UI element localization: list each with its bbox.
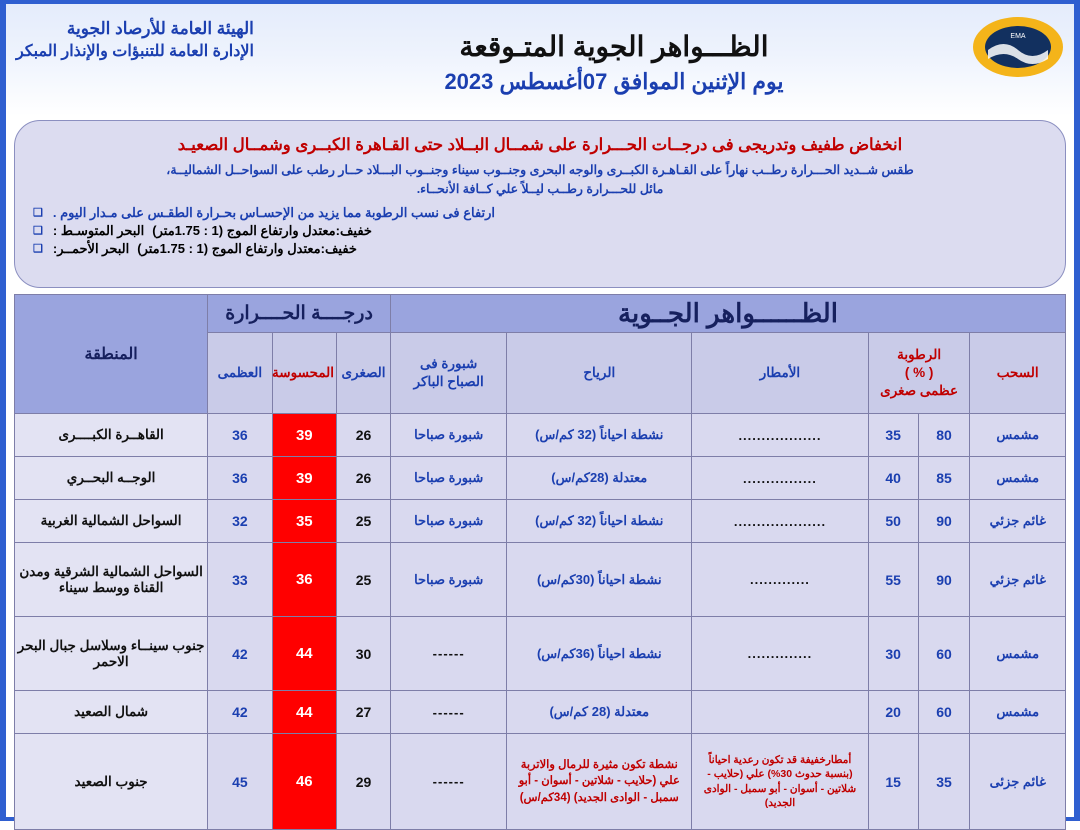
cell-rain: ............. — [692, 543, 869, 617]
cell-region: شمال الصعيد — [15, 691, 208, 734]
cell-cloud: مشمس — [970, 414, 1066, 457]
cell-humidity-min: 60 — [918, 691, 970, 734]
cell-humidity-min: 35 — [918, 734, 970, 830]
cell-humidity-max: 20 — [868, 691, 918, 734]
cell-temp-felt: 44 — [272, 691, 336, 734]
page-header — [6, 4, 1074, 116]
org-department: الإدارة العامة للتنبؤات والإنذار المبكر — [16, 42, 254, 60]
cell-temp-felt: 36 — [272, 543, 336, 617]
cell-cloud: غائم جزئى — [970, 734, 1066, 830]
cell-region: القاهــرة الكبــــرى — [15, 414, 208, 457]
cell-fog: شبورة صباحا — [390, 414, 506, 457]
col-humidity-l1: الرطوبة — [897, 346, 942, 362]
cell-temp-felt: 46 — [272, 734, 336, 830]
cell-temp-felt: 35 — [272, 500, 336, 543]
cell-temp-felt: 44 — [272, 617, 336, 691]
forecast-date: يوم الإثنين الموافق 07أغسطس 2023 — [444, 69, 784, 94]
cell-temp-max: 45 — [208, 734, 272, 830]
cell-wind: معتدلة (28كم/س) — [507, 457, 692, 500]
cell-humidity-min: 90 — [918, 500, 970, 543]
cell-temp-min: 29 — [337, 734, 391, 830]
table-row — [15, 543, 1066, 617]
cell-humidity-max: 40 — [868, 457, 918, 500]
cell-humidity-max: 50 — [868, 500, 918, 543]
cell-wind: نشطة احياناً (36كم/س) — [507, 617, 692, 691]
cell-region: جنوب الصعيد — [15, 734, 208, 830]
cell-cloud: مشمس — [970, 691, 1066, 734]
cell-temp-max: 36 — [208, 414, 272, 457]
table-row — [15, 414, 1066, 457]
cell-temp-min: 26 — [337, 457, 391, 500]
col-humidity-l2: ( % ) — [904, 364, 934, 380]
cell-temp-max: 42 — [208, 691, 272, 734]
cell-wind: نشطة احياناً (32 كم/س) — [507, 414, 692, 457]
col-fog-l2: الصباح الباكر — [413, 374, 484, 389]
cell-fog: شبورة صباحا — [390, 457, 506, 500]
cell-cloud: غائم جزئي — [970, 543, 1066, 617]
summary-subline-2: مائل للحـــرارة رطــب ليــلاً علي كــافة الأنحــاء. — [416, 181, 664, 196]
table-row — [15, 457, 1066, 500]
cell-fog: ------ — [390, 734, 506, 830]
summary-panel — [14, 120, 1066, 288]
cell-temp-min: 30 — [337, 617, 391, 691]
cell-humidity-max: 15 — [868, 734, 918, 830]
col-wind: الرياح — [507, 333, 692, 414]
bullet-mediterranean-label: البحر المتوسـط : — [52, 222, 145, 238]
bullet-mediterranean-text: خفيف:معتدل وارتفاع الموج (1 : 1.75متر) — [152, 222, 372, 238]
cell-rain — [692, 691, 869, 734]
svg-text:EMA: EMA — [1010, 33, 1026, 40]
table-row — [15, 734, 1066, 830]
cell-humidity-max: 30 — [868, 617, 918, 691]
col-fog-l1: شبورة فى — [419, 355, 478, 371]
cell-temp-max: 36 — [208, 457, 272, 500]
forecast-table — [14, 294, 1066, 830]
col-temp-felt: المحسوسة — [272, 333, 336, 414]
cell-wind: نشطة تكون مثيرة للرمال والاتربة علي (حلايب - شلاتين - أسوان - أبو سمبل - الوادى الجديد) (34كم/س) — [507, 734, 692, 830]
cell-rain: .................. — [692, 414, 869, 457]
cell-temp-min: 26 — [337, 414, 391, 457]
cell-region: السواحل الشمالية الشرقية ومدن القناة ووسط سيناء — [15, 543, 208, 617]
summary-headline: انخفاض طفيف وتدريجى فى درجــات الحـــرارة على شمــال البــلاد حتى القـاهرة الكبــرى وشمــال الصعيـد — [177, 136, 903, 154]
cell-wind: معتدلة (28 كم/س) — [507, 691, 692, 734]
cell-humidity-min: 80 — [918, 414, 970, 457]
col-temp-min: الصغرى — [337, 333, 391, 414]
bullet-redsea-text: خفيف:معتدل وارتفاع الموج (1 : 1.75متر) — [137, 240, 357, 256]
org-name: الهيئة العامة للأرصاد الجوية — [66, 19, 254, 38]
cell-fog: شبورة صباحا — [390, 543, 506, 617]
main-title: الظـــواهر الجوية المتـوقعة — [459, 31, 769, 62]
col-humidity-l3: عظمى صغرى — [880, 383, 959, 399]
checkbox-icon: ❑ — [33, 243, 43, 255]
summary-subline-1: طقس شــديد الحـــرارة رطــب نهاراً على القـاهـرة الكبــرى والوجه البحرى وجنــوب سيناء وجنــوب البـــلاد حــار رطب على السواحــل الشماليــة، — [166, 163, 914, 177]
band-region: المنطقة — [15, 295, 208, 414]
cell-temp-min: 25 — [337, 543, 391, 617]
cell-wind: نشطة احياناً (30كم/س) — [507, 543, 692, 617]
cell-temp-max: 33 — [208, 543, 272, 617]
bullet-humidity — [33, 205, 1047, 221]
cell-temp-min: 27 — [337, 691, 391, 734]
cell-region: السواحل الشمالية الغربية — [15, 500, 208, 543]
cell-humidity-min: 85 — [918, 457, 970, 500]
col-cloud: السحب — [970, 333, 1066, 414]
col-rain: الأمطار — [692, 333, 869, 414]
cell-temp-max: 42 — [208, 617, 272, 691]
band-phenomena: الظــــــواهر الجــوية — [390, 295, 1065, 333]
summary-bullets — [33, 205, 1047, 257]
cell-region: جنوب سينــاء وسلاسل جبال البحر الاحمر — [15, 617, 208, 691]
table-row — [15, 691, 1066, 734]
col-fog — [390, 333, 506, 414]
checkbox-icon: ❑ — [33, 225, 43, 237]
band-temperature: درجــــة الحــــرارة — [208, 295, 391, 333]
cell-humidity-min: 60 — [918, 617, 970, 691]
page-title — [260, 30, 968, 95]
table-row — [15, 617, 1066, 691]
organization-block — [16, 18, 254, 63]
cell-humidity-min: 90 — [918, 543, 970, 617]
cell-region: الوجــه البحــري — [15, 457, 208, 500]
ema-logo-icon — [972, 16, 1064, 78]
col-humidity — [868, 333, 970, 414]
cell-temp-felt: 39 — [272, 414, 336, 457]
checkbox-icon: ❑ — [33, 207, 43, 219]
cell-humidity-max: 55 — [868, 543, 918, 617]
bullet-redsea-label: البحر الأحمــر: — [52, 240, 130, 256]
cell-wind: نشطة احياناً (32 كم/س) — [507, 500, 692, 543]
col-temp-max: العظمى — [208, 333, 272, 414]
cell-cloud: مشمس — [970, 617, 1066, 691]
cell-fog: شبورة صباحا — [390, 500, 506, 543]
cell-cloud: مشمس — [970, 457, 1066, 500]
cell-cloud: غائم جزئي — [970, 500, 1066, 543]
cell-temp-min: 25 — [337, 500, 391, 543]
table-row — [15, 500, 1066, 543]
bullet-humidity-text: ارتفاع فى نسب الرطوبة مما يزيد من الإحسـاس بحـرارة الطقـس على مـدار اليوم . — [52, 204, 496, 220]
table-band-row — [15, 295, 1066, 333]
bullet-mediterranean — [33, 223, 1047, 239]
cell-rain: .................... — [692, 500, 869, 543]
cell-rain: .............. — [692, 617, 869, 691]
cell-humidity-max: 35 — [868, 414, 918, 457]
bullet-redsea — [33, 241, 1047, 257]
cell-rain: ................ — [692, 457, 869, 500]
cell-temp-felt: 39 — [272, 457, 336, 500]
cell-rain: أمطارخفيفة قد تكون رعدية احياناً (بنسبة حدوث 30%) علي (حلايب - شلاتين - أسوان - أبو سمبل - الوادى الجديد) — [692, 734, 869, 830]
cell-fog: ------ — [390, 617, 506, 691]
cell-fog: ------ — [390, 691, 506, 734]
cell-temp-max: 32 — [208, 500, 272, 543]
